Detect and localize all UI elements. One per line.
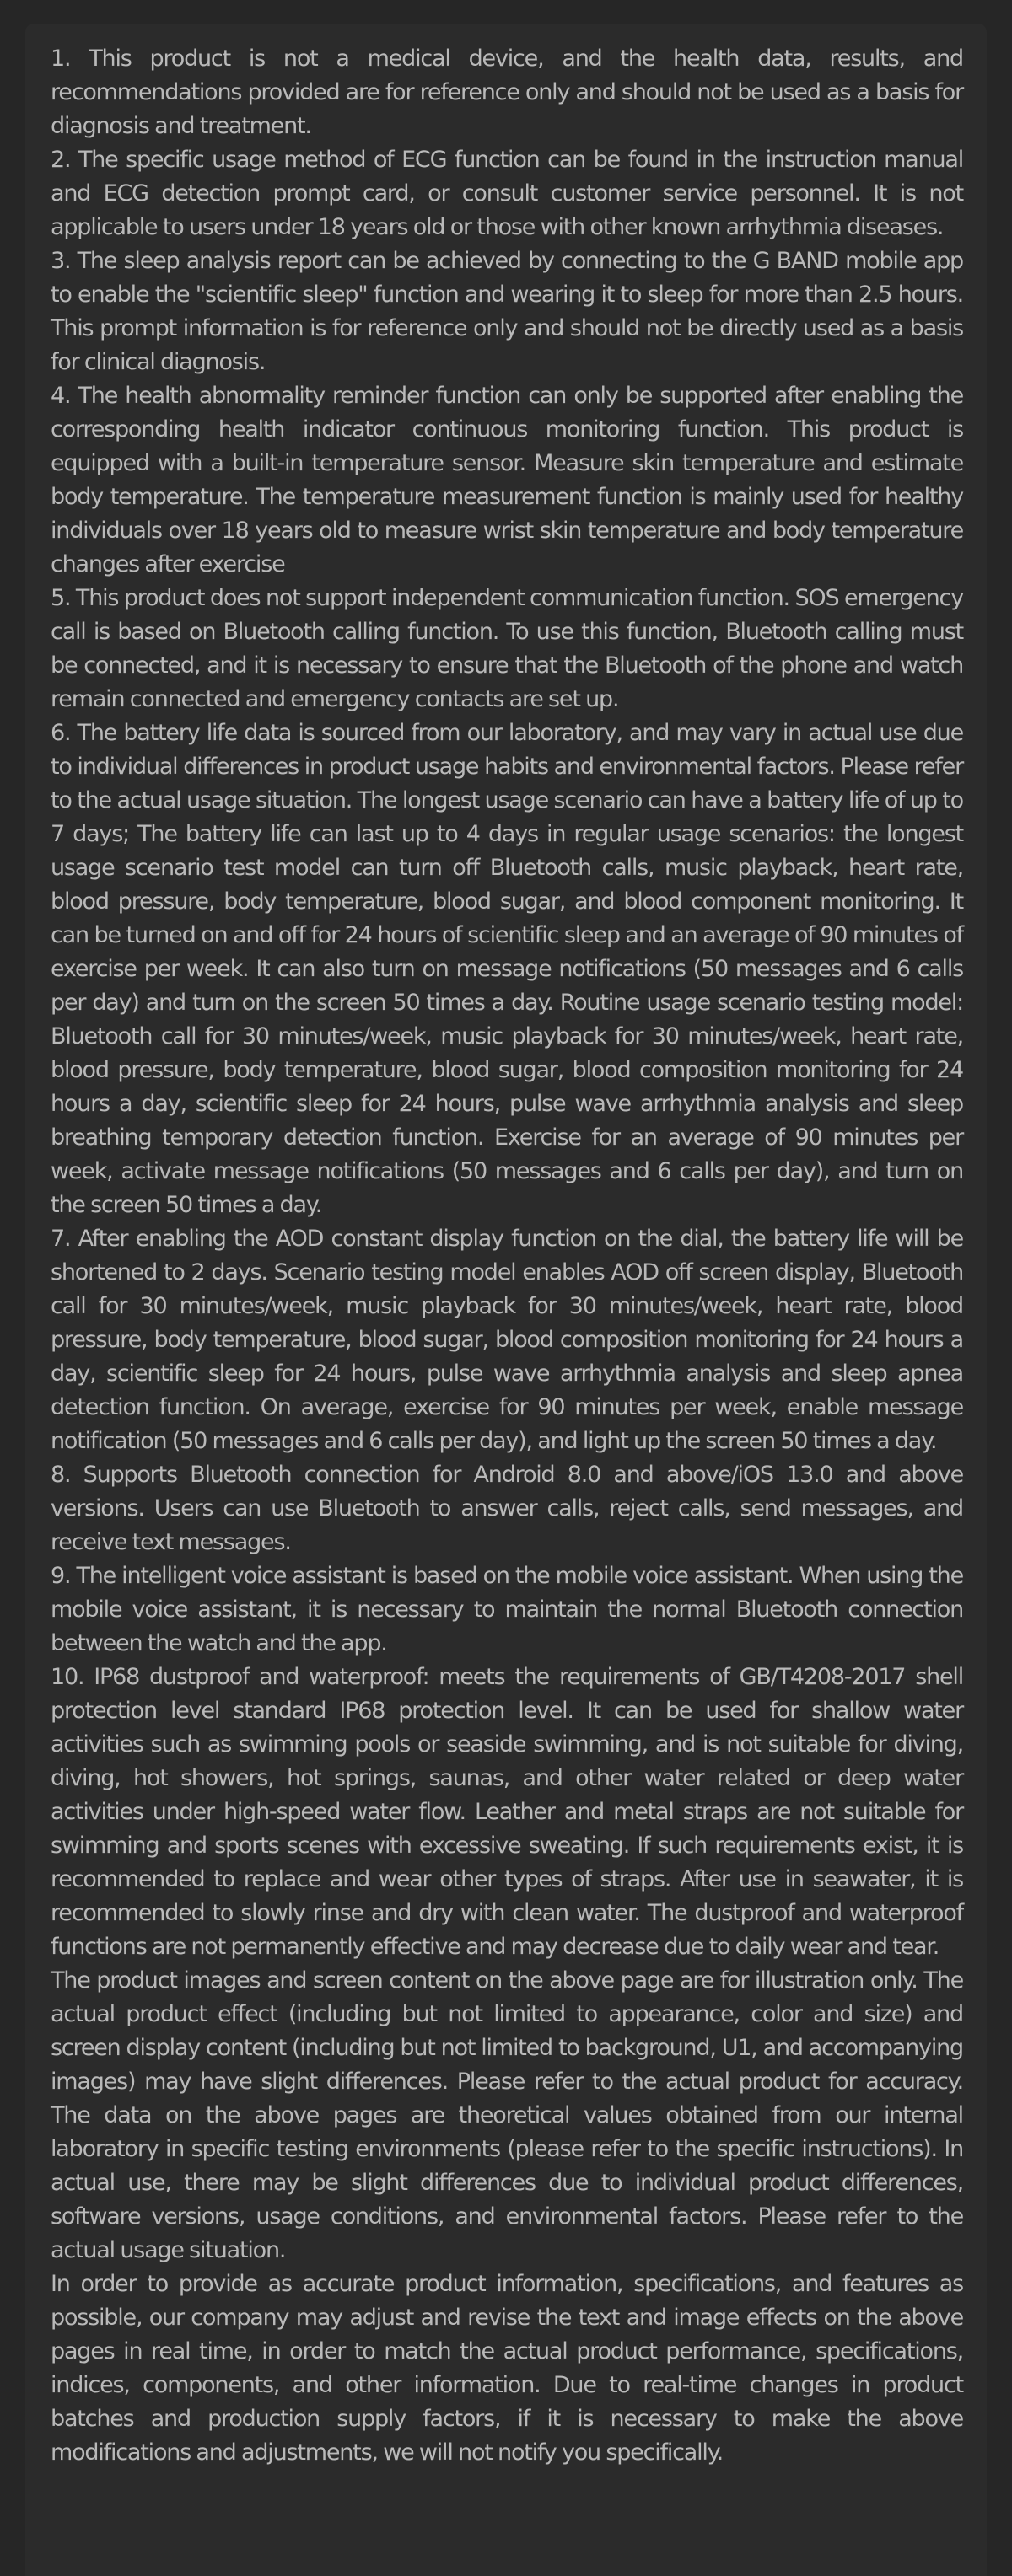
note-medical-device: 1. This product is not a medical device, and the health data, results, and recommendations provided are for reference only and should not be used as a basis for diagnosis and treatment.	[51, 46, 963, 139]
note-revisions: In order to provide as accurate product information, specifications, and features as possible, our company may adjust and revise the text and image effects on the above pages in real time, in order to match the actual product performance, specifications, indices, components, and other information. Due to real-time changes in product batches and production supply factors, if it is necessary to make the above modifications and adjustments, we will not notify you specifically.	[51, 2271, 963, 2466]
disclaimer-panel	[25, 24, 987, 2576]
note-health-reminder: 4. The health abnormality reminder function can only be supported after enabling the corresponding health indicator continuous monitoring function. This product is equipped with a built-in temperature sensor. Measure skin temperature and estimate body temperature. The temperature measurement function is mainly used for healthy individuals over 18 years old to measure wrist skin temperature and body temperature changes after exercise	[51, 383, 963, 577]
note-sos-call: 5. This product does not support independent communication function. SOS emergency call is based on Bluetooth calling function. To use this function, Bluetooth calling must be connected, and it is necessary to ensure that the Bluetooth of the phone and watch remain connected and emergency contacts are set up.	[51, 585, 963, 712]
note-aod: 7. After enabling the AOD constant display function on the dial, the battery life will be shortened to 2 days. Scenario testing model enables AOD off screen display, Bluetooth call for 30 minutes/week, music playback for 30 minutes/week, heart rate, blood pressure, body temperature, blood sugar, blood composition monitoring for 24 hours a day, scientific sleep for 24 hours, pulse wave arrhythmia analysis and sleep apnea detection function. On average, exercise for 90 minutes per week, enable message notification (50 messages and 6 calls per day), and light up the screen 50 times a day.	[51, 1226, 963, 1454]
note-illustration: The product images and screen content on the above page are for illustration only. The actual product effect (including but not limited to appearance, color and size) and screen display content (including but not limited to background, U1, and accompanying images) may have slight differences. Please refer to the actual product for accuracy. The data on the above pages are theoretical values obtained from our internal laboratory in specific testing environments (please refer to the specific instructions). In actual use, there may be slight differences due to individual product differences, software versions, usage conditions, and environmental factors. Please refer to the actual usage situation.	[51, 1967, 963, 2263]
note-voice-assistant: 9. The intelligent voice assistant is based on the mobile voice assistant. When using the mobile voice assistant, it is necessary to maintain the normal Bluetooth connection between the watch and the app.	[51, 1563, 963, 1656]
note-bluetooth: 8. Supports Bluetooth connection for Android 8.0 and above/iOS 13.0 and above versions. Users can use Bluetooth to answer calls, reject calls, send messages, and receive text messages.	[51, 1462, 963, 1555]
note-sleep-analysis: 3. The sleep analysis report can be achieved by connecting to the G BAND mobile app to enable the "scientific sleep" function and wearing it to sleep for more than 2.5 hours. This prompt information is for reference only and should not be directly used as a basis for clinical diagnosis.	[51, 248, 963, 375]
disclaimer-text	[51, 42, 963, 2470]
note-ecg: 2. The specific usage method of ECG function can be found in the instruction manual and ECG detection prompt card, or consult customer service personnel. It is not applicable to users under 18 years old or those with other known arrhythmia diseases.	[51, 147, 963, 240]
note-battery-life: 6. The battery life data is sourced from our laboratory, and may vary in actual use due to individual differences in product usage habits and environmental factors. Please refer to the actual usage situation. The longest usage scenario can have a battery life of up to 7 days; The battery life can last up to 4 days in regular usage scenarios: the longest usage scenario test model can turn off Bluetooth calls, music playback, heart rate, blood pressure, body temperature, blood sugar, and blood component monitoring. It can be turned on and off for 24 hours of scientific sleep and an average of 90 minutes of exercise per week. It can also turn on message notifications (50 messages and 6 calls per day) and turn on the screen 50 times a day. Routine usage scenario testing model: Bluetooth call for 30 minutes/week, music playback for 30 minutes/week, heart rate, blood pressure, body temperature, blood sugar, blood composition monitoring for 24 hours a day, scientific sleep for 24 hours, pulse wave arrhythmia analysis and sleep breathing temporary detection function. Exercise for an average of 90 minutes per week, activate message notifications (50 messages and 6 calls per day), and turn on the screen 50 times a day.	[51, 720, 963, 1218]
note-waterproof: 10. IP68 dustproof and waterproof: meets the requirements of GB/T4208-2017 shell protection level standard IP68 protection level. It can be used for shallow water activities such as swimming pools or seaside swimming, and is not suitable for diving, diving, hot showers, hot springs, saunas, and other water related or deep water activities under high-speed water flow. Leather and metal straps are not suitable for swimming and sports scenes with excessive sweating. If such requirements exist, it is recommended to replace and wear other types of straps. After use in seawater, it is recommended to slowly rinse and dry with clean water. The dustproof and waterproof functions are not permanently effective and may decrease due to daily wear and tear.	[51, 1664, 963, 1960]
